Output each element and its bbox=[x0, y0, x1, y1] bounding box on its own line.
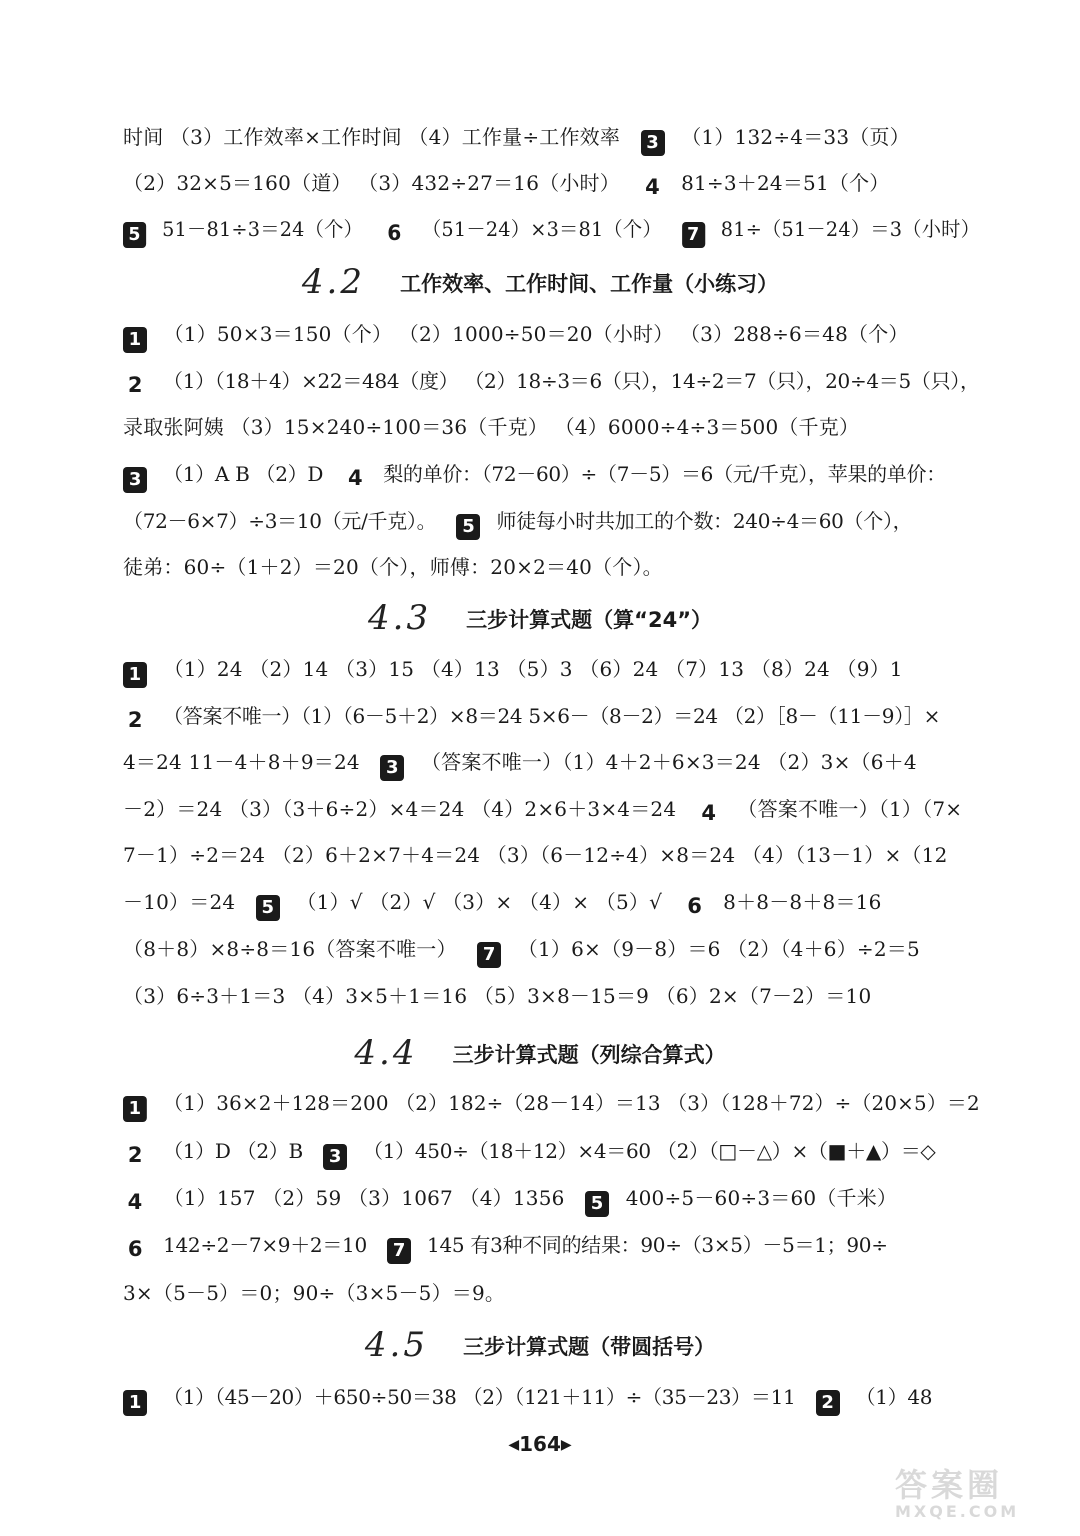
answer-text: （答案不唯一）（1）4＋2＋6×3＝24 （2）3×（6＋4 bbox=[420, 750, 917, 774]
question-number-badge: 1 bbox=[123, 327, 147, 353]
watermark-logo bbox=[895, 1460, 1065, 1528]
answer-line bbox=[123, 413, 859, 441]
question-number-badge: 2 bbox=[127, 373, 143, 397]
answer-text: 145 有3种不同的结果：90÷（3×5）－5＝1；90÷ bbox=[427, 1233, 888, 1257]
answer-text: 81÷（51－24）＝3（小时） bbox=[720, 217, 981, 241]
question-number-badge: 2 bbox=[127, 1143, 143, 1167]
section-number: 4.2 bbox=[301, 262, 365, 302]
section-number: 4.5 bbox=[364, 1325, 428, 1365]
answer-line bbox=[123, 982, 871, 1010]
answer-line bbox=[123, 841, 948, 869]
answer-line bbox=[123, 795, 962, 826]
answer-text: （1）48 bbox=[855, 1385, 933, 1409]
question-number-badge: 1 bbox=[123, 1390, 147, 1416]
question-number-badge: 5 bbox=[256, 895, 280, 921]
answer-text: 3×（5－5）＝0；90÷（3×5－5）＝9。 bbox=[123, 1281, 506, 1305]
answer-text: （1）50×3＝150（个） （2）1000÷50＝20（小时） （3）288÷6＝48（个） bbox=[163, 322, 909, 346]
answer-line bbox=[123, 507, 912, 540]
answer-text: －2）＝24 （3）（3＋6÷2）×4＝24 （4）2×6＋3×4＝24 bbox=[123, 797, 677, 821]
answer-line bbox=[123, 1137, 936, 1170]
question-number-badge: 3 bbox=[380, 755, 404, 781]
section-title: 三步计算式题（带圆括号） bbox=[463, 1335, 716, 1359]
answer-text: （1）24 （2）14 （3）15 （4）13 （5）3 （6）24 （7）13 （8）24 （9）1 bbox=[163, 657, 903, 681]
answer-text: 142÷2－7×9＋2＝10 bbox=[163, 1233, 367, 1257]
answer-text: 录取张阿姨 （3）15×240÷100＝36（千克） （4）6000÷4÷3＝500（千克） bbox=[123, 415, 860, 439]
right-triangle-icon: ▶ bbox=[560, 1437, 572, 1453]
section-title: 三步计算式题（算“24”） bbox=[466, 608, 712, 632]
answer-text: （1）450÷（18＋12）×4＝60 （2）（□－△）×（■＋▲）＝◇ bbox=[363, 1139, 936, 1163]
question-number-badge: 2 bbox=[816, 1390, 840, 1416]
answer-text: （答案不唯一）（1）（6－5＋2）×8＝24 5×6－（8－2）＝24 （2）［8－（11－9）］× bbox=[163, 704, 941, 728]
answer-line bbox=[123, 460, 946, 493]
question-number-badge: 4 bbox=[645, 175, 660, 199]
answer-text: （答案不唯一）（1）（7× bbox=[737, 797, 963, 821]
section-number: 4.4 bbox=[354, 1033, 418, 1073]
question-number-badge: 1 bbox=[123, 1096, 147, 1122]
answer-line bbox=[123, 1231, 888, 1264]
answer-line bbox=[123, 1089, 980, 1122]
question-number-badge: 3 bbox=[123, 467, 147, 493]
answer-line bbox=[123, 1383, 932, 1416]
answer-line bbox=[123, 935, 920, 968]
answer-line bbox=[123, 215, 980, 248]
answer-line bbox=[123, 320, 909, 353]
answer-text: （1）（18＋4）×22＝484（度） （2）18÷3＝6（只），14÷2＝7（只），20÷4＝5（只）， bbox=[163, 369, 980, 393]
question-number-badge: 1 bbox=[123, 662, 147, 688]
question-number-badge: 5 bbox=[123, 222, 146, 248]
section-title: 三步计算式题（列综合算式） bbox=[452, 1043, 726, 1067]
section-heading bbox=[0, 1325, 1080, 1365]
question-number-badge: 7 bbox=[682, 222, 705, 248]
answer-text: 7－1）÷2＝24 （2）6＋2×7＋4＝24 （3）（6－12÷4）×8＝24 （4）（13－1）×（12 bbox=[123, 843, 948, 867]
watermark-text: 答案圈 bbox=[895, 1466, 1004, 1504]
answer-text: （1）36×2＋128＝200 （2）182÷（28－14）＝13 （3）（128＋72）÷（20×5）＝2 bbox=[163, 1091, 980, 1115]
answer-line bbox=[123, 888, 882, 921]
question-number-badge: 4 bbox=[127, 1190, 143, 1214]
answer-text: （8＋8）×8÷8＝16（答案不唯一） bbox=[123, 937, 457, 961]
answer-text: 81÷3＋24＝51（个） bbox=[681, 171, 890, 195]
question-number-badge: 5 bbox=[456, 514, 480, 540]
answer-text: （1）A B （2）D bbox=[163, 462, 324, 486]
answer-text: 梨的单价：（72－60）÷（7－5）＝6（元/千克），苹果的单价： bbox=[383, 462, 946, 486]
answer-text: （72－6×7）÷3＝10（元/千克）。 bbox=[123, 509, 437, 533]
answer-line bbox=[123, 1184, 897, 1217]
page-number-text: 164 bbox=[519, 1432, 561, 1456]
question-number-badge: 6 bbox=[687, 894, 703, 918]
answer-line bbox=[123, 123, 910, 156]
answer-line bbox=[123, 655, 903, 688]
answer-text: （1）132÷4＝33（页） bbox=[681, 125, 910, 149]
question-number-badge: 4 bbox=[348, 466, 363, 490]
answer-text: 8＋8－8＋8＝16 bbox=[723, 890, 882, 914]
answer-line bbox=[123, 1279, 505, 1307]
answer-text: 400÷5－60÷3＝60（千米） bbox=[625, 1186, 898, 1210]
answer-line bbox=[123, 367, 980, 398]
question-number-badge: 5 bbox=[585, 1191, 609, 1217]
question-number-badge: 4 bbox=[701, 801, 717, 825]
answer-text: 51－81÷3＝24（个） bbox=[162, 217, 364, 241]
answer-text: （1）6×（9－8）＝6 （2）（4＋6）÷2＝5 bbox=[517, 937, 920, 961]
answer-text: （1）157 （2）59 （3）1067 （4）1356 bbox=[163, 1186, 565, 1210]
section-number: 4.3 bbox=[368, 598, 432, 638]
answer-line bbox=[123, 169, 890, 200]
section-heading bbox=[0, 1033, 1080, 1073]
answer-text: 时间 （3）工作效率×工作时间 （4）工作量÷工作效率 bbox=[123, 125, 621, 149]
question-number-badge: 6 bbox=[127, 1237, 143, 1261]
answer-text: －10）＝24 bbox=[123, 890, 236, 914]
answer-text: （2）32×5＝160（道） （3）432÷27＝16（小时） bbox=[123, 171, 620, 195]
answer-line bbox=[123, 553, 663, 581]
answer-text: 徒弟：60÷（1＋2）＝20（个），师傅：20×2＝40（个）。 bbox=[123, 555, 663, 579]
question-number-badge: 7 bbox=[477, 942, 501, 968]
answer-text: （51－24）×3＝81（个） bbox=[421, 217, 662, 241]
answer-text: （1）（45－20）＋650÷50＝38 （2）（121＋11）÷（35－23）＝11 bbox=[163, 1385, 796, 1409]
section-heading bbox=[0, 598, 1080, 638]
answer-text: （3）6÷3＋1＝3 （4）3×5＋1＝16 （5）3×8－15＝9 （6）2×（7－2）＝10 bbox=[123, 984, 872, 1008]
answer-text: （1）√ （2）√ （3）× （4）× （5）√ bbox=[296, 890, 663, 914]
question-number-badge: 3 bbox=[323, 1144, 347, 1170]
answer-line bbox=[123, 748, 917, 781]
answer-text: 4＝24 11－4＋8＋9＝24 bbox=[123, 750, 360, 774]
section-heading bbox=[0, 262, 1080, 302]
question-number-badge: 2 bbox=[127, 708, 143, 732]
watermark-url: MXQE.COM bbox=[895, 1502, 1020, 1521]
question-number-badge: 3 bbox=[641, 130, 665, 156]
answer-text: （1）D （2）B bbox=[163, 1139, 303, 1163]
left-triangle-icon: ◀ bbox=[508, 1437, 520, 1453]
section-title: 工作效率、工作时间、工作量（小练习） bbox=[400, 272, 779, 296]
page-number bbox=[0, 1432, 1080, 1456]
answer-line bbox=[123, 702, 940, 733]
question-number-badge: 7 bbox=[387, 1238, 411, 1264]
question-number-badge: 6 bbox=[387, 221, 402, 245]
answer-text: 师徒每小时共加工的个数：240÷4＝60（个）， bbox=[496, 509, 913, 533]
